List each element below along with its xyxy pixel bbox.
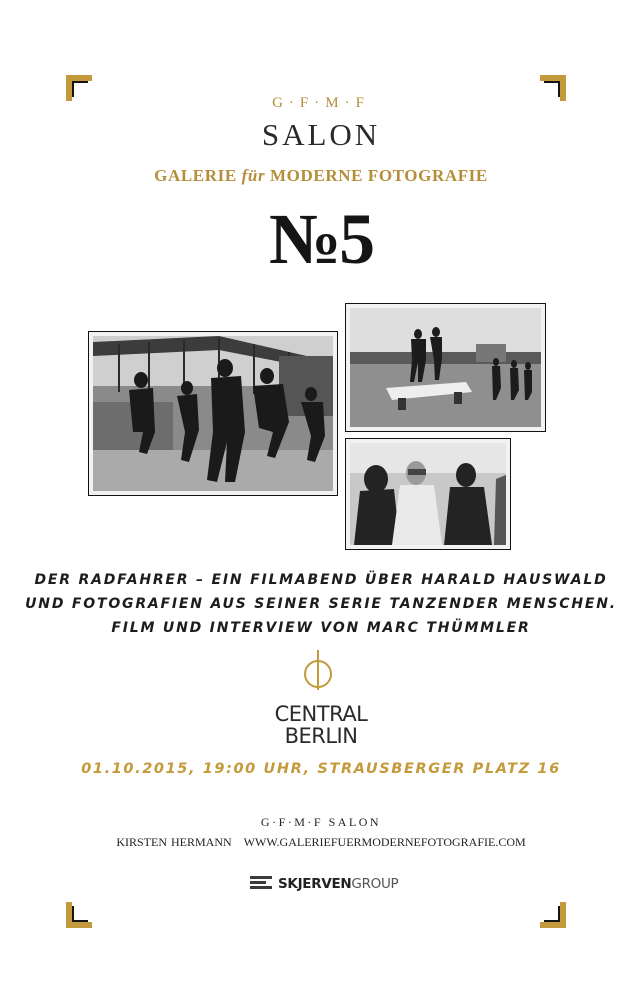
- venue-name-line-2: BERLIN: [284, 724, 358, 748]
- footer-org: G·F·M·F SALON: [260, 815, 382, 829]
- contact-name: KIRSTEN HERMANN: [116, 835, 232, 849]
- description-line-3: FILM UND INTERVIEW VON MARC THÜMMLER: [111, 620, 531, 636]
- website-link[interactable]: WWW.GALERIEFUERMODERNEFOTOGRAFIE.COM: [243, 835, 526, 849]
- corner-mark-bottom-right: [540, 902, 566, 928]
- salon-title: SALON: [261, 117, 381, 152]
- skjerven-bars-icon: [250, 876, 272, 892]
- photo-couple-dancing: [345, 438, 511, 550]
- gallery-name: [0, 166, 642, 186]
- venue-name-line-1: CENTRAL: [274, 702, 368, 726]
- central-berlin-logo-icon: [300, 648, 336, 692]
- corner-mark-bottom-left: [66, 902, 92, 928]
- gfmf-logo-text: G·F·M·F: [272, 95, 370, 111]
- sponsor-logo: [250, 872, 410, 896]
- sponsor-name: [278, 876, 398, 892]
- gallery-name-fur: für: [241, 166, 266, 185]
- photo-dancers-outdoor: [88, 331, 338, 496]
- sponsor-name-bold: SKJERVEN: [278, 876, 352, 892]
- photo-table-dance: [345, 303, 546, 432]
- footer-contact: [0, 835, 642, 850]
- event-description: [0, 568, 642, 640]
- issue-number: №5: [268, 199, 374, 279]
- gallery-name-part2: MODERNE FOTOGRAFIE: [270, 166, 488, 185]
- gallery-name-part1: GALERIE: [154, 166, 237, 185]
- event-date-location: 01.10.2015, 19:00 UHR, STRAUSBERGER PLATZ 16: [81, 761, 561, 777]
- description-line-1: DER RADFAHRER – EIN FILMABEND ÜBER HARALD HAUSWALD: [34, 572, 608, 588]
- description-line-2: UND FOTOGRAFIEN AUS SEINER SERIE TANZENDER MENSCHEN.: [25, 596, 617, 612]
- sponsor-name-light: GROUP: [351, 876, 399, 892]
